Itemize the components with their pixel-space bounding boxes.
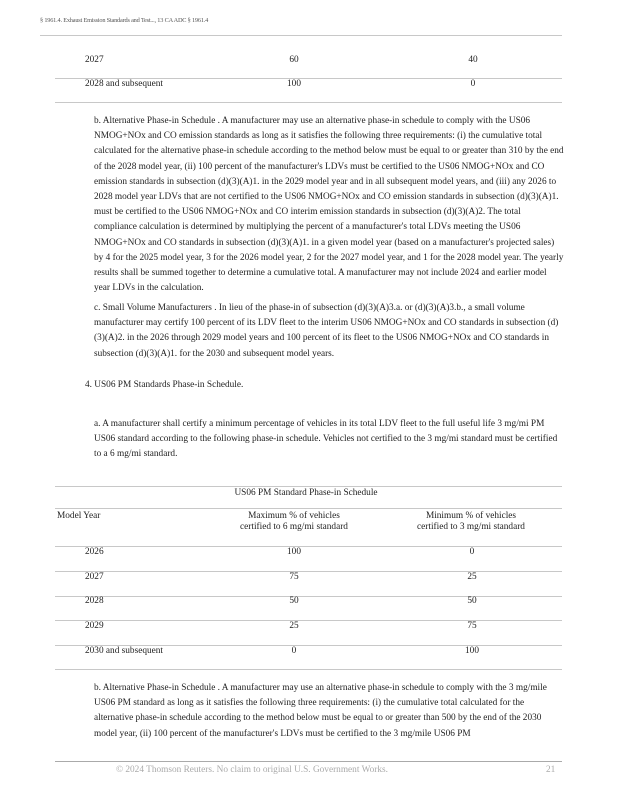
header-divider xyxy=(55,546,562,547)
page-number: 21 xyxy=(546,765,556,775)
model-year-cell: 2030 and subsequent xyxy=(85,646,163,656)
value-cell: 40 xyxy=(468,55,478,65)
max-cell: 0 xyxy=(291,646,297,656)
paragraph-text: c. Small Volume Manufacturers . In lieu of the phase-in of subsection (d)(3)(A)3.a. or (d)(3)(A)3.b., a small volume manufacturer may certify 100 percent of its LDV fleet to the interim US06 NMOG+NOx and CO standards in subsection (d)(3)(A)2. in the 2026 through 2029 model years and 100 percent of its fleet to the US06 NMOG+NOx and CO standards in subsection (d)(3)(A)1. for the 2030 and subsequent model years. xyxy=(94,303,559,359)
model-year-cell: 2026 xyxy=(85,547,104,557)
model-year-cell: 2028 and subsequent xyxy=(85,79,163,89)
paragraph-small-volume xyxy=(94,301,564,362)
table-top-border xyxy=(55,486,562,487)
paragraph-text: b. Alternative Phase-in Schedule . A manufacturer may use an alternative phase-in schedule to comply with the US06 NMOG+NOx and CO emission standards as long as it satisfies the following three requirements: (i) the cumulative total calculated for the alternative phase-in schedule according to the method below must be equal to or greater than 310 by the end of the 2028 model year, (ii) 100 percent of the manufacturer's LDVs must be certified to the US06 NMOG+NOx and CO emission standards in subsection (d)(3)(A)1. in the 2029 model year and in all subsequent model years, and (iii) any 2026 to 2028 model year LDVs that are not certified to the US06 NMOG+NOx and CO emission standards in subsection (d)(3)(A)1. must be certified to the US06 NMOG+NOx and CO interim emission standards in subsection (d)(3)(A)2. The total compliance calculation is determined by multiplying the percent of a manufacturer's total LDVs meeting the US06 NMOG+NOx and CO standards in subsection (d)(3)(A)1. in a given model year (based on a manufacturer's projected sales) by 4 for the 2025 model year, 3 for the 2026 model year, 2 for the 2027 model year, and 1 for the 2028 model year. The yearly results shall be summed together to determine a cumulative total. A manufacturer may not include 2024 and earlier model year LDVs in the calculation. xyxy=(94,116,564,294)
model-year-cell: 2027 xyxy=(85,55,104,65)
min-cell: 75 xyxy=(467,621,477,631)
model-year-cell: 2027 xyxy=(85,572,104,582)
min-cell: 100 xyxy=(465,646,479,656)
model-year-cell: 2029 xyxy=(85,621,104,631)
heading-text: 4. US06 PM Standards Phase-in Schedule. xyxy=(85,380,244,390)
row-divider xyxy=(55,102,562,103)
min-cell: 25 xyxy=(467,572,477,582)
header-max-line1: Maximum % of vehicles xyxy=(248,511,340,521)
paragraph-text: b. Alternative Phase-in Schedule . A manufacturer may use an alternative phase-in schedule to comply with the 3 mg/mile US06 PM standard as long as it satisfies the following three requirements: (i) the cumulative total calculated for the alternative phase-in schedule according to the method below must be equal to or greater than 500 by the end of the 2030 model year, (ii) 100 percent of the manufacturer's LDVs must be certified to the 3 mg/mile US06 PM xyxy=(94,683,547,739)
paragraph-pm-a xyxy=(94,417,564,463)
running-header: § 1961.4. Exhaust Emission Standards and Test..., 13 CA ADC § 1961.4 xyxy=(40,17,209,24)
max-cell: 75 xyxy=(289,572,299,582)
footer-divider xyxy=(55,761,562,762)
row-divider xyxy=(55,571,562,572)
paragraph-text: a. A manufacturer shall certify a minimum percentage of vehicles in its total LDV fleet to the full useful life 3 mg/mi PM US06 standard according to the following phase-in schedule. Vehicles not certified to the 3 mg/mi standard must be certified to a 6 mg/mi standard. xyxy=(94,419,558,460)
header-min-line1: Minimum % of vehicles xyxy=(425,511,517,521)
row-divider xyxy=(55,620,562,621)
header-max-line2: certified to 6 mg/mi standard xyxy=(240,522,348,532)
max-cell: 25 xyxy=(289,621,299,631)
table-caption: US06 PM Standard Phase-in Schedule xyxy=(234,488,378,498)
max-cell: 100 xyxy=(287,547,301,557)
caption-divider xyxy=(55,508,562,509)
header-divider xyxy=(40,35,562,36)
paragraph-alt-phase-in-nmog xyxy=(94,114,564,296)
row-divider xyxy=(55,596,562,597)
value-cell: 100 xyxy=(287,79,301,89)
header-model-year: Model Year xyxy=(57,511,101,521)
min-cell: 50 xyxy=(467,596,477,606)
model-year-cell: 2028 xyxy=(85,596,104,606)
paragraph-pm-alt-phase-in xyxy=(94,681,564,742)
value-cell: 60 xyxy=(289,55,299,65)
value-cell: 0 xyxy=(470,79,476,89)
min-cell: 0 xyxy=(469,547,475,557)
max-cell: 50 xyxy=(289,596,299,606)
table-bottom-border xyxy=(55,669,562,670)
section-heading-pm xyxy=(85,378,555,393)
header-min-line2: certified to 3 mg/mi standard xyxy=(417,522,525,532)
copyright-notice: © 2024 Thomson Reuters. No claim to original U.S. Government Works. xyxy=(116,765,388,775)
